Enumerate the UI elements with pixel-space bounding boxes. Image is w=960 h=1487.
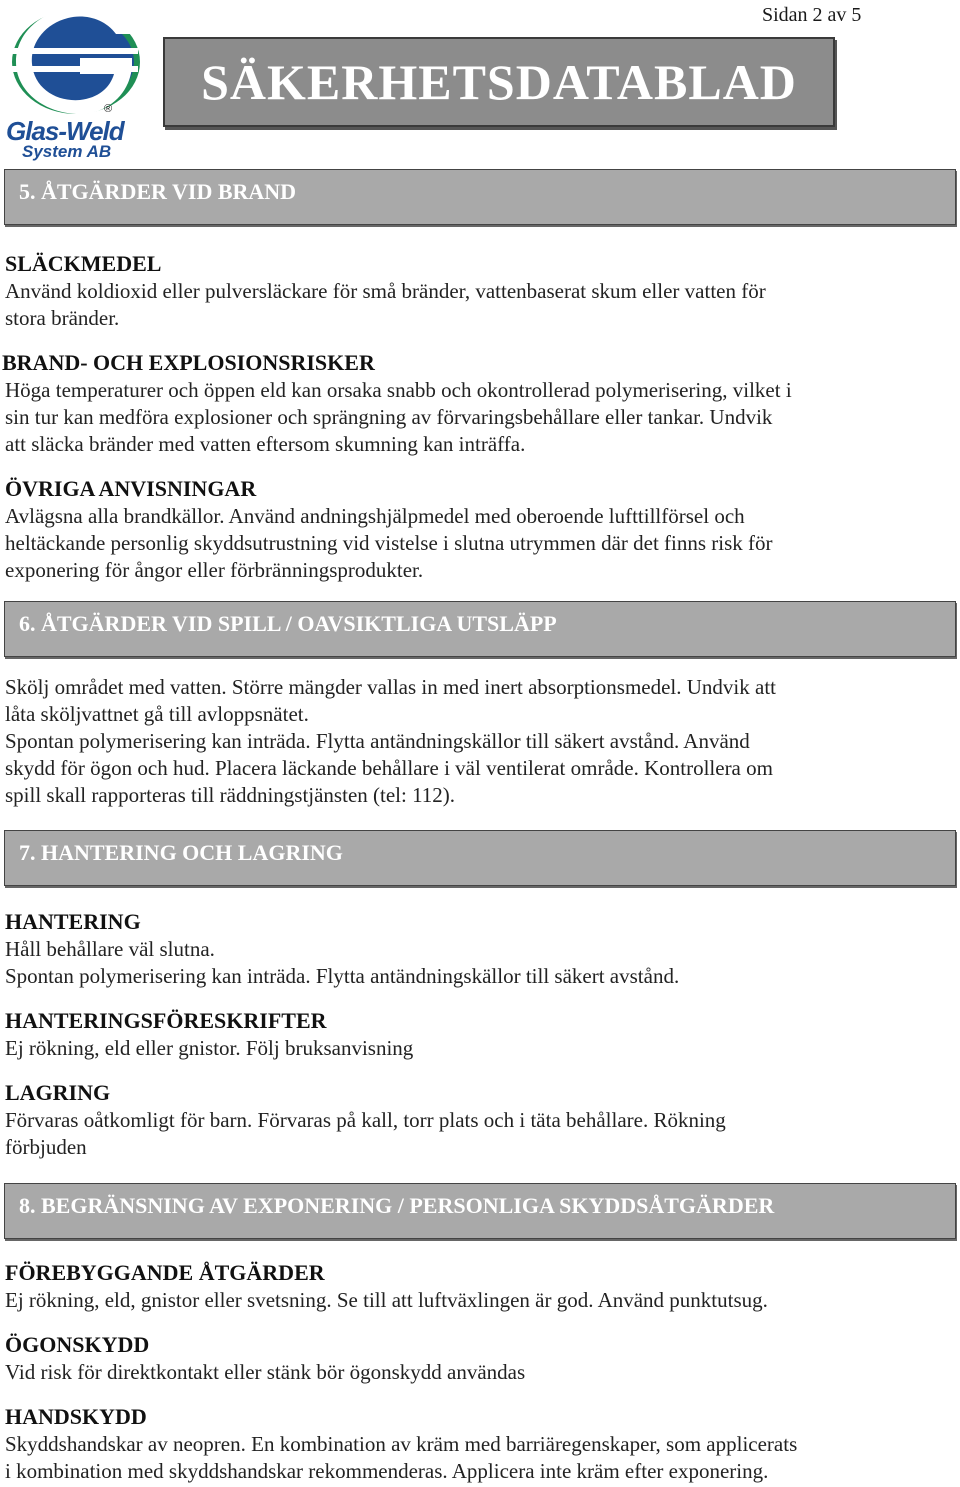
text-line: Ej rökning, eld eller gnistor. Följ bruksanvisning: [5, 1036, 414, 1060]
svg-text:®: ®: [104, 103, 113, 115]
text-line: Förvaras oåtkomligt för barn. Förvaras på kall, torr plats och i täta behållare. Rökning: [5, 1108, 726, 1132]
section-8-bar: [4, 1183, 956, 1239]
page-number: Sidan 2 av 5: [762, 4, 862, 26]
paragraph-lagring: [5, 1107, 905, 1161]
text-line: förbjuden: [5, 1135, 87, 1159]
logo-text: [6, 118, 124, 160]
paragraph-brandrisker: [5, 377, 905, 458]
section-6-title: 6. ÅTGÄRDER VID SPILL / OAVSIKTLIGA UTSLÄPP: [19, 611, 557, 636]
paragraph-spill: [5, 674, 905, 809]
heading-hanteringsforeskrifter: HANTERINGSFÖRESKRIFTER: [5, 1008, 327, 1033]
heading-ovriga-anvisningar: ÖVRIGA ANVISNINGAR: [5, 476, 257, 501]
text-line: i kombination med skyddshandskar rekommenderas. Applicera inte kräm efter exponering.: [5, 1459, 769, 1483]
heading-brandrisker: BRAND- OCH EXPLOSIONSRISKER: [2, 350, 375, 375]
heading-ogonskydd: ÖGONSKYDD: [5, 1332, 150, 1357]
text-line: Skyddshandskar av neopren. En kombination av kräm med barriäregenskaper, som applicerats: [5, 1432, 798, 1456]
document-title-box: [163, 37, 835, 127]
heading-hantering: HANTERING: [5, 909, 141, 934]
text-line: exponering för ångor eller förbränningsprodukter.: [5, 558, 424, 582]
text-line: Ej rökning, eld, gnistor eller svetsning. Se till att luftväxlingen är god. Använd punktutsug.: [5, 1288, 768, 1312]
text-line: Använd koldioxid eller pulversläckare för små bränder, vattenbaserat skum eller vatten för: [5, 279, 766, 303]
text-line: Spontan polymerisering kan inträda. Flytta antändningskällor till säkert avstånd.: [5, 964, 680, 988]
section-7-title: 7. HANTERING OCH LAGRING: [19, 840, 343, 865]
text-line: sin tur kan medföra explosioner och sprängning av förvaringsbehållare eller tankar. Undvik: [5, 405, 773, 429]
paragraph-ogonskydd: [5, 1359, 905, 1386]
paragraph-ovriga-anvisningar: [5, 503, 905, 584]
text-line: Skölj området med vatten. Större mängder vallas in med inert absorptionsmedel. Undvik att: [5, 675, 776, 699]
logo-text-line2: System AB: [22, 142, 112, 161]
text-line: Håll behållare väl slutna.: [5, 937, 215, 961]
document-title: SÄKERHETSDATABLAD: [201, 54, 797, 110]
heading-lagring: LAGRING: [5, 1080, 111, 1105]
paragraph-handskydd: [5, 1431, 905, 1485]
paragraph-hantering: [5, 936, 905, 990]
heading-handskydd: HANDSKYDD: [5, 1404, 147, 1429]
text-line: Spontan polymerisering kan inträda. Flytta antändningskällor till säkert avstånd. Använd: [5, 729, 750, 753]
section-6-bar: [4, 601, 956, 657]
text-line: Vid risk för direktkontakt eller stänk bör ögonskydd användas: [5, 1360, 526, 1384]
text-line: skydd för ögon och hud. Placera läckande behållare i väl ventilerat område. Kontrollera om: [5, 756, 773, 780]
text-line: Avlägsna alla brandkällor. Använd andningshjälpmedel med oberoende lufttillförsel och: [5, 504, 745, 528]
paragraph-hanteringsforeskrifter: [5, 1035, 905, 1062]
heading-forebyggande-atgarder: FÖREBYGGANDE ÅTGÄRDER: [5, 1260, 325, 1285]
paragraph-forebyggande-atgarder: [5, 1287, 905, 1314]
heading-slackmedel: SLÄCKMEDEL: [5, 251, 162, 276]
logo-g-emblem-icon: [4, 4, 144, 124]
text-line: heltäckande personlig skyddsutrustning vid vistelse i slutna utrymmen där det finns risk för: [5, 531, 773, 555]
section-5-title: 5. ÅTGÄRDER VID BRAND: [19, 179, 297, 204]
section-5-bar: [4, 169, 956, 225]
text-line: Höga temperaturer och öppen eld kan orsaka snabb och okontrollerad polymerisering, vilket i: [5, 378, 792, 402]
text-line: låta sköljvattnet gå till avloppsnätet.: [5, 702, 309, 726]
text-line: spill skall rapporteras till räddningstjänsten (tel: 112).: [5, 783, 456, 807]
paragraph-slackmedel: [5, 278, 905, 332]
text-line: stora bränder.: [5, 306, 120, 330]
section-7-bar: [4, 830, 956, 886]
section-8-title: 8. BEGRÄNSNING AV EXPONERING / PERSONLIGA SKYDDSÅTGÄRDER: [19, 1193, 775, 1218]
text-line: att släcka bränder med vatten eftersom skumning kan inträffa.: [5, 432, 526, 456]
logo-text-line1: Glas-Weld: [6, 116, 124, 146]
